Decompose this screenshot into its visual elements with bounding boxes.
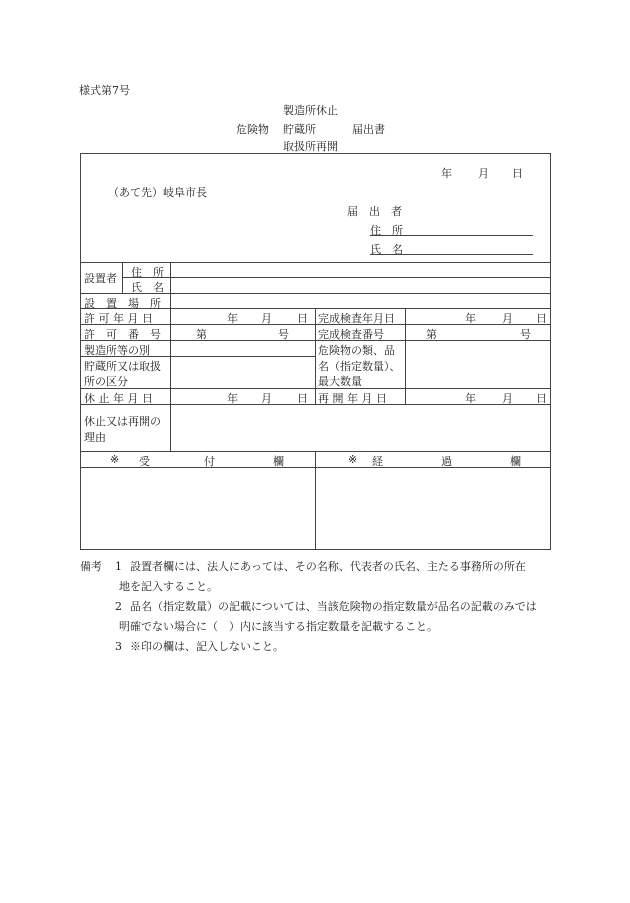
addressee: （あて先）岐阜市長 (108, 186, 207, 199)
date-day: 日 (512, 167, 523, 180)
notifier-label: 届 出 者 (347, 205, 402, 218)
permit-date-month: 月 (261, 312, 272, 325)
reception-mark: ※ (110, 453, 120, 466)
resume-date-day: 日 (536, 392, 547, 405)
remark-1-num: 1 (115, 560, 122, 573)
title-option-storage: 貯蔵所 (283, 123, 316, 136)
progress-char-2: 過 (441, 455, 452, 468)
remarks-label: 備考 (80, 560, 102, 573)
row-line (80, 262, 551, 263)
hazard-label: 危険物の類、品 (318, 344, 395, 357)
notifier-name-label: 氏 名 (370, 243, 403, 256)
progress-mark: ※ (348, 453, 358, 466)
col-line (170, 262, 171, 451)
inspection-date-label: 完成検査年月日 (318, 312, 395, 325)
notifier-address-label: 住 所 (370, 224, 403, 237)
remark-3-num: 3 (115, 640, 122, 653)
date-year: 年 (441, 167, 452, 180)
col-line (315, 308, 316, 404)
reception-char-1: 受 (139, 455, 150, 468)
permit-date-label: 許 可 年 月 日 (84, 312, 153, 325)
remark-3-line-1: ※印の欄は、記入しないこと。 (130, 640, 284, 653)
suspend-date-year: 年 (227, 392, 238, 405)
title-notification: 届出書 (352, 123, 385, 136)
installer-label: 設置者 (84, 272, 117, 285)
hazard-label-3: 最大数量 (318, 375, 362, 388)
hazard-label-2: 名（指定数量）、 (318, 360, 401, 373)
resume-date-label: 再 開 年 月 日 (318, 392, 387, 405)
inspection-no-go: 号 (520, 328, 531, 341)
remark-2-line-2: 明確でない場合に（ ）内に該当する指定数量を記載すること。 (119, 620, 438, 633)
progress-char-1: 経 (372, 455, 383, 468)
notifier-name-line (370, 254, 533, 255)
remark-1-line-1: 設置者欄には、法人にあっては、その名称、代表者の氏名、主たる事務所の所在 (130, 560, 526, 573)
date-month: 月 (478, 167, 489, 180)
suspend-date-day: 日 (297, 392, 308, 405)
facility-type-label-3: 所の区分 (84, 375, 128, 388)
col-line (122, 262, 123, 293)
inspection-no-label: 完成検査番号 (318, 328, 384, 341)
title-hazardous-materials: 危険物 (236, 123, 269, 136)
permit-date-year: 年 (227, 312, 238, 325)
permit-no-label: 許 可 番 号 (84, 328, 161, 341)
col-line (405, 308, 406, 404)
permit-no-dai: 第 (196, 328, 207, 341)
installer-address-label: 住 所 (131, 266, 164, 279)
suspend-date-label: 休 止 年 月 日 (84, 392, 153, 405)
resume-date-year: 年 (465, 392, 476, 405)
notifier-address-line (370, 235, 533, 236)
installer-name-label: 氏 名 (131, 281, 164, 294)
reason-label: 休止又は再開の (84, 415, 161, 428)
suspend-date-month: 月 (261, 392, 272, 405)
reception-char-2: 付 (204, 455, 215, 468)
inspection-date-year: 年 (465, 312, 476, 325)
inspection-date-day: 日 (536, 312, 547, 325)
col-line (315, 451, 316, 550)
location-label: 設 置 場 所 (84, 297, 161, 310)
facility-type-label: 製造所等の別 (84, 344, 150, 357)
inspection-no-dai: 第 (426, 328, 437, 341)
title-option-handling-resume: 取扱所再開 (283, 140, 338, 153)
inspection-date-month: 月 (502, 312, 513, 325)
title-option-manufacture-suspend: 製造所休止 (283, 104, 338, 117)
form-number: 様式第7号 (79, 84, 130, 97)
progress-char-3: 欄 (510, 455, 521, 468)
facility-type-label-2: 貯蔵所又は取扱 (84, 360, 161, 373)
permit-date-day: 日 (297, 312, 308, 325)
reason-label-2: 理由 (84, 431, 106, 444)
row-line (122, 277, 551, 278)
permit-no-go: 号 (278, 328, 289, 341)
resume-date-month: 月 (502, 392, 513, 405)
remark-2-num: 2 (115, 600, 122, 613)
reception-char-3: 欄 (273, 455, 284, 468)
remark-2-line-1: 品名（指定数量）の記載については、当該危険物の指定数量が品名の記載のみでは (130, 600, 537, 613)
remark-1-line-2: 地を記入すること。 (119, 580, 218, 593)
